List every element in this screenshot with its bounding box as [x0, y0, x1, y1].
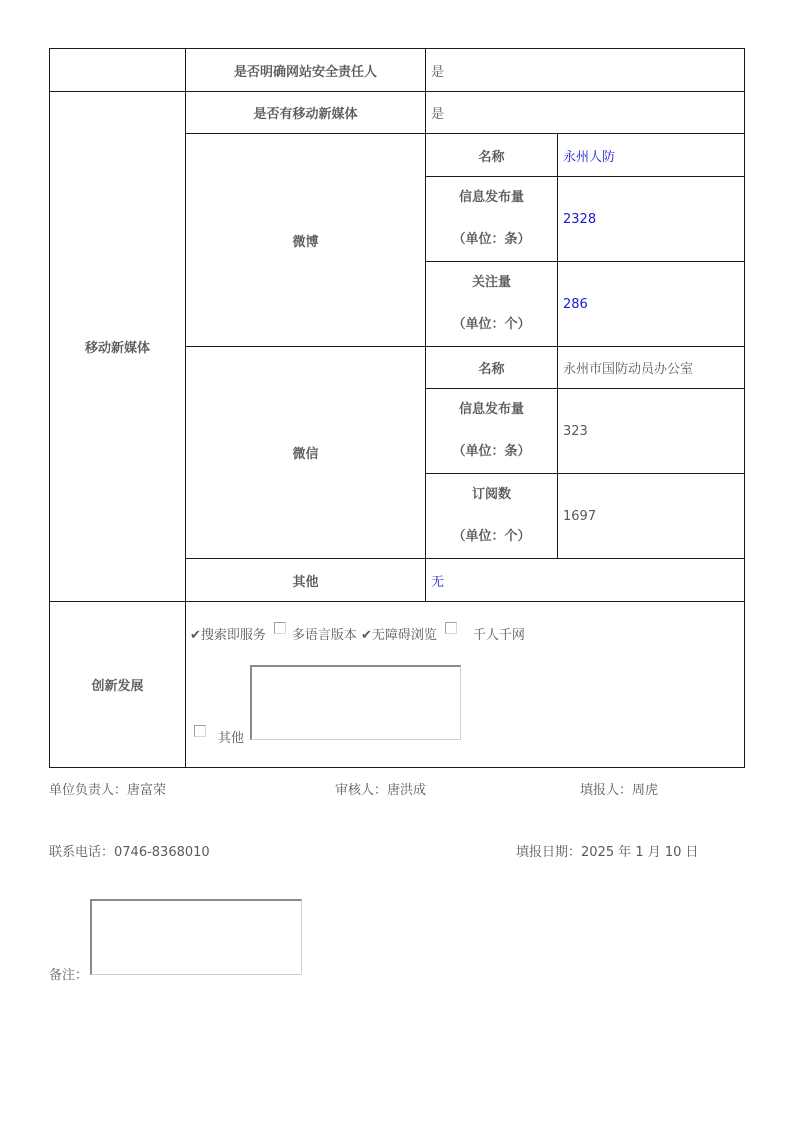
weibo-name-label: 名称 — [426, 134, 558, 177]
wechat-name-label: 名称 — [426, 347, 558, 389]
wechat-subs-value: 1697 — [558, 474, 745, 559]
option-search-service[interactable] — [190, 624, 266, 643]
filler: 填报人：周虎 — [580, 783, 659, 798]
option-accessibility-label: 无障碍浏览 — [371, 628, 437, 643]
weibo-posts-value: 2328 — [558, 177, 745, 262]
contact-phone: 联系电话：0746-8368010 — [49, 845, 210, 860]
wechat-posts-label-line2: （单位：条） — [452, 444, 531, 459]
weibo-name-value: 永州人防 — [558, 134, 745, 177]
weibo-followers-label-line2: （单位：个） — [452, 317, 531, 332]
wechat-posts-label-line1: 信息发布量 — [458, 402, 524, 417]
fill-date: 填报日期：2025 年 1 月 10 日 — [516, 845, 699, 860]
check-icon: ✔ — [360, 628, 372, 643]
checkbox-multilingual[interactable] — [274, 622, 286, 634]
wechat-label: 微信 — [186, 347, 426, 559]
wechat-subs-label-line1: 订阅数 — [471, 487, 511, 502]
other-option-row — [190, 665, 740, 746]
weibo-followers-label-line1: 关注量 — [471, 275, 511, 290]
has-mobile-value: 是 — [426, 92, 745, 134]
checkbox-personalized[interactable] — [445, 622, 457, 634]
wechat-subs-label-line2: （单位：个） — [452, 529, 531, 544]
weibo-posts-label — [426, 177, 558, 262]
weibo-followers-label — [426, 262, 558, 347]
unit-head: 单位负责人：唐富荣 — [49, 783, 167, 798]
innovation-options — [190, 624, 740, 643]
has-mobile-label: 是否有移动新媒体 — [186, 92, 426, 134]
empty-cell — [50, 49, 186, 92]
report-table — [49, 48, 745, 768]
wechat-posts-label — [426, 389, 558, 474]
weibo-posts-label-line1: 信息发布量 — [458, 190, 524, 205]
website-responsible-label: 是否明确网站安全责任人 — [186, 49, 426, 92]
mobile-media-section-label: 移动新媒体 — [50, 92, 186, 602]
other-media-value: 无 — [426, 559, 745, 602]
remarks-label: 备注： — [49, 968, 89, 983]
other-media-label: 其他 — [186, 559, 426, 602]
weibo-followers-value: 286 — [558, 262, 745, 347]
wechat-posts-value: 323 — [558, 389, 745, 474]
innovation-section-label: 创新发展 — [50, 602, 186, 768]
other-textarea[interactable] — [250, 665, 461, 740]
option-personalized[interactable] — [473, 624, 525, 643]
check-icon: ✔ — [190, 628, 201, 643]
other-option-label: 其他 — [218, 731, 245, 746]
wechat-subs-label — [426, 474, 558, 559]
innovation-options-cell — [186, 602, 745, 768]
option-multilingual[interactable] — [292, 624, 357, 643]
website-responsible-value: 是 — [426, 49, 745, 92]
wechat-name-value: 永州市国防动员办公室 — [558, 347, 745, 389]
option-personalized-label: 千人千网 — [472, 628, 525, 643]
weibo-posts-label-line2: （单位：条） — [452, 232, 531, 247]
remarks-textarea[interactable] — [90, 899, 302, 975]
option-multilingual-label: 多语言版本 — [291, 628, 357, 643]
reviewer: 审核人：唐洪成 — [335, 783, 427, 798]
weibo-label: 微博 — [186, 134, 426, 347]
option-search-service-label: 搜索即服务 — [200, 628, 266, 643]
option-accessibility[interactable] — [361, 624, 437, 643]
checkbox-other[interactable] — [194, 725, 206, 737]
